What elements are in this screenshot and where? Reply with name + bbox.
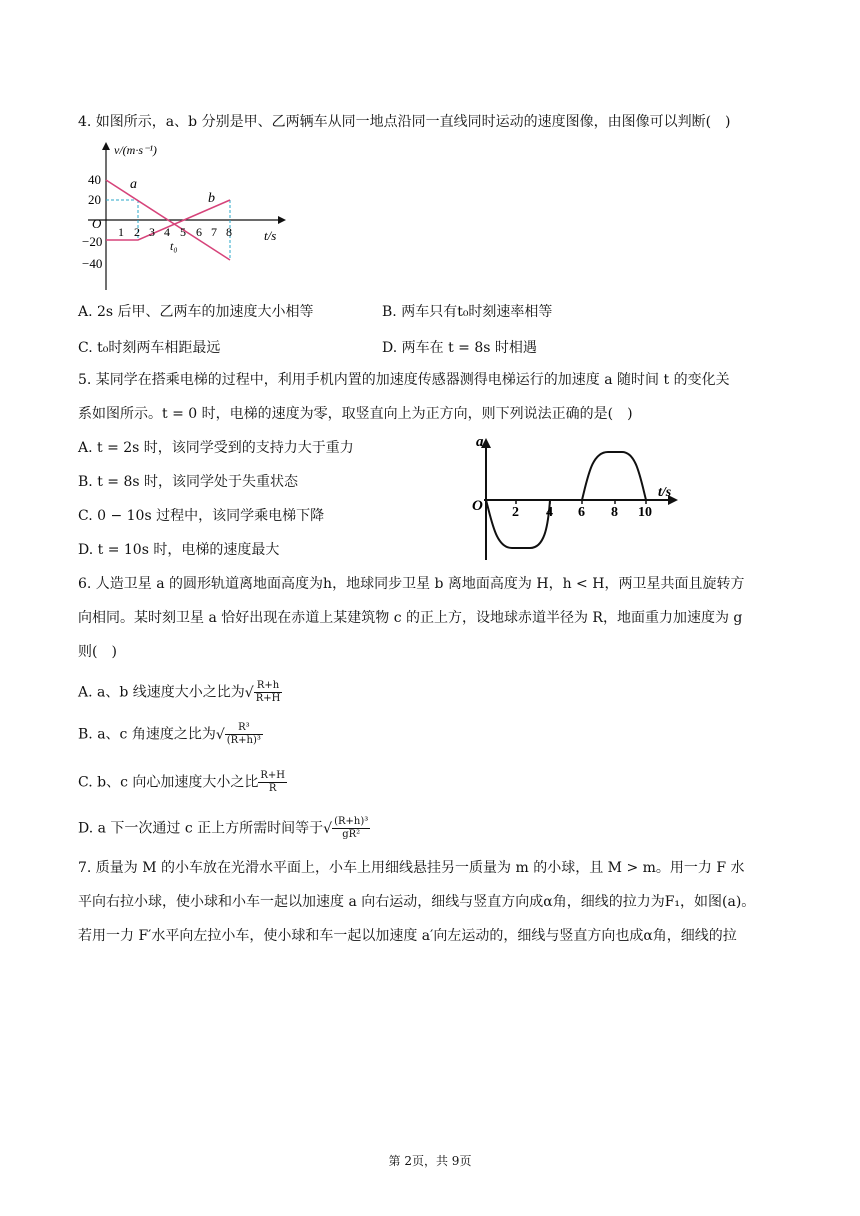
q7-line1: 7. 质量为 M 的小车放在光滑水平面上，小车上用细线悬挂另一质量为 m 的小球，且 M > m。用一力 F 水 (78, 860, 745, 876)
q6-option-a: A. a、b 线速度大小之比为√ $\frac{R+h}{R+H}$ (78, 680, 281, 704)
y-axis-label: v/(m·s⁻¹) (114, 143, 157, 157)
q4-option-a: A. 2s 后甲、乙两车的加速度大小相等 (78, 304, 314, 320)
q5-acceleration-graph (470, 432, 690, 562)
q4-option-d: D. 两车在 t = 8s 时相遇 (382, 340, 537, 356)
q5-stem-line1: 5. 某同学在搭乘电梯的过程中，利用手机内置的加速度传感器测得电梯运行的加速度 a 随时间 t 的变化关 (78, 372, 730, 388)
q5-stem-line2: 系如图所示。t = 0 时，电梯的速度为零，取竖直向上为正方向，则下列说法正确的是( ) (78, 406, 633, 422)
x-tick-6: 6 (578, 505, 585, 520)
x-tick-4: 4 (164, 225, 170, 239)
origin-label: O (472, 498, 483, 514)
q6-stem-line2: 向相同。某时刻卫星 a 恰好出现在赤道上某建筑物 c 的正上方，设地球赤道半径为 R，地面重力加速度为 g (78, 610, 743, 626)
page-footer: 第 2页，共 9页 (388, 1154, 472, 1168)
q5-option-a: A. t = 2s 时，该同学受到的支持力大于重力 (78, 440, 354, 456)
sqrt-symbol: √ (244, 684, 254, 701)
q6-option-c: C. b、c 向心加速度大小之比 $\frac{R+H}{R}$ (78, 770, 286, 794)
x-tick-2: 2 (512, 505, 519, 520)
y-tick-20: 20 (88, 192, 101, 207)
q4-option-c: C. t₀时刻两车相距最远 (78, 340, 221, 356)
q6-option-d: D. a 下一次通过 c 正上方所需时间等于√ $\frac{\text{(R+h)³}}{\text{gR²}}$ (78, 816, 369, 840)
y-tick-neg40: −40 (82, 256, 103, 271)
q5-option-c: C. 0 − 10s 过程中，该同学乘电梯下降 (78, 508, 325, 524)
q4-option-b: B. 两车只有t₀时刻速率相等 (382, 304, 553, 320)
t0-label: t₀ (170, 239, 178, 253)
sqrt-symbol: √ (215, 726, 225, 743)
x-tick-10: 10 (638, 505, 652, 520)
q7-line2: 平向右拉小球，使小球和小车一起以加速度 a 向右运动，细线与竖直方向成α角，细线的拉力为F₁，如图(a)。 (78, 894, 756, 910)
origin-label: O (92, 216, 102, 231)
q7-line3: 若用一力 F′水平向左拉小车，使小球和车一起以加速度 a′向左运动的，细线与竖直方向也成α角，细线的拉 (78, 928, 737, 944)
y-tick-40: 40 (88, 172, 101, 187)
x-tick-8: 8 (226, 225, 232, 239)
x-axis-label: t/s (658, 485, 672, 500)
q4-stem: 4. 如图所示，a、b 分别是甲、乙两辆车从同一地点沿同一直线同时运动的速度图像，由图像可以判断( ) (78, 114, 731, 130)
y-tick-neg20: −20 (82, 234, 103, 249)
x-tick-4: 4 (546, 505, 553, 520)
sqrt-symbol: √ (323, 820, 333, 837)
x-tick-2: 2 (134, 225, 140, 239)
q6-stem-line1: 6. 人造卫星 a 的圆形轨道离地面高度为h，地球同步卫星 b 离地面高度为 H，h < H，两卫星共面且旋转方 (78, 576, 745, 592)
q5-option-b: B. t = 8s 时，该同学处于失重状态 (78, 474, 298, 490)
x-tick-1: 1 (118, 225, 124, 239)
q5-option-d: D. t = 10s 时，电梯的速度最大 (78, 542, 280, 558)
x-tick-3: 3 (149, 225, 155, 239)
line-a-label: a (130, 177, 137, 192)
a-axis-label: a (476, 434, 484, 450)
q6-option-b: B. a、c 角速度之比为√ $\frac{\text{R³}}{\text{(R+h)³}}$ (78, 722, 261, 746)
x-tick-5: 5 (180, 225, 186, 239)
x-tick-6: 6 (196, 225, 202, 239)
q4-velocity-graph (78, 138, 288, 298)
q6-stem-line3: 则( ) (78, 644, 117, 660)
x-tick-8: 8 (611, 505, 618, 520)
x-tick-7: 7 (211, 225, 217, 239)
line-b-label: b (208, 191, 215, 206)
x-axis-label: t/s (264, 228, 277, 243)
